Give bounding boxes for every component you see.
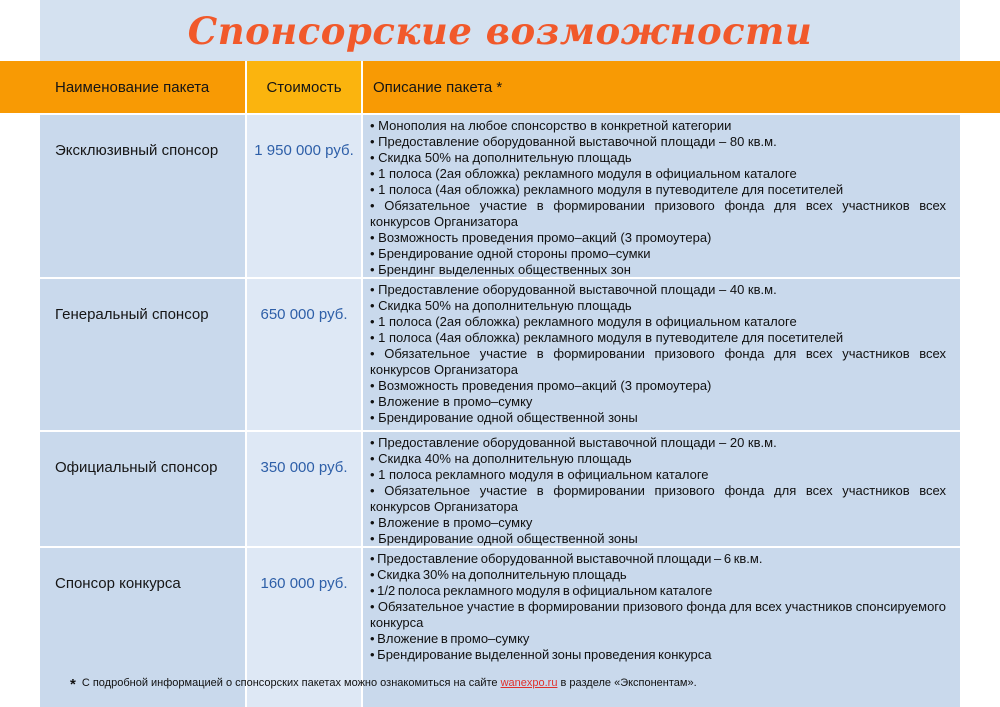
package-price-cell: 650 000 руб. (247, 279, 361, 430)
package-description-cell (363, 115, 960, 277)
package-feature: • Скидка 50% на дополнительную площадь (370, 298, 946, 314)
page-title: Спонсорские возможности (187, 8, 813, 53)
package-feature: • 1 полоса (4ая обложка) рекламного модуля в путеводителе для посетителей (370, 182, 946, 198)
package-feature: • Скидка 30% на дополнительную площадь (370, 567, 946, 583)
package-feature-list (370, 435, 946, 546)
table-rows (40, 113, 960, 707)
package-feature: • Брендирование одной общественной зоны (370, 531, 946, 546)
package-feature: • 1 полоса (4ая обложка) рекламного модуля в путеводителе для посетителей (370, 330, 946, 346)
package-feature: • 1 полоса рекламного модуля в официальном каталоге (370, 467, 946, 483)
table-row (40, 279, 960, 430)
package-feature: • Обязательное участие в формировании призового фонда для всех участников всех конкурсов Организатора (370, 198, 946, 230)
package-name-cell: Официальный спонсор (40, 432, 245, 546)
package-feature-list (370, 118, 946, 277)
package-feature: • Вложение в промо–сумку (370, 631, 946, 647)
package-feature: • Предоставление оборудованной выставочной площади – 20 кв.м. (370, 435, 946, 451)
package-name-cell: Генеральный спонсор (40, 279, 245, 430)
package-price-cell: 1 950 000 руб. (247, 115, 361, 277)
package-feature: • 1/2 полоса рекламного модуля в официальном каталоге (370, 583, 946, 599)
package-feature: • Скидка 40% на дополнительную площадь (370, 451, 946, 467)
column-header-package-name: Наименование пакета (55, 78, 210, 96)
package-feature: • Брендирование одной стороны промо–сумки (370, 246, 946, 262)
title-band (40, 0, 960, 61)
package-feature: • Предоставление оборудованной выставочной площади – 80 кв.м. (370, 134, 946, 150)
package-feature: • Брендинг выделенных общественных зон (370, 262, 946, 277)
package-price-cell: 350 000 руб. (247, 432, 361, 546)
table-body (40, 113, 960, 707)
table-row (40, 432, 960, 546)
package-name-cell: Спонсор конкурса (40, 548, 245, 707)
footnote-asterisk: * (70, 676, 76, 693)
column-header-description: Описание пакета * (373, 78, 503, 96)
package-feature: • 1 полоса (2ая обложка) рекламного модуля в официальном каталоге (370, 166, 946, 182)
package-feature: • Монополия на любое спонсорство в конкретной категории (370, 118, 946, 134)
column-header-price: Стоимость (245, 61, 363, 113)
package-feature: • Обязательное участие в формировании призового фонда для всех участников спонсируемого конкурса (370, 599, 946, 631)
footnote-text-before-link: С подробной информацией о спонсорских пакетах можно ознакомиться на сайте (81, 677, 501, 689)
table-row (40, 115, 960, 277)
package-feature: • Предоставление оборудованной выставочной площади – 40 кв.м. (370, 282, 946, 298)
package-feature: • Обязательное участие в формировании призового фонда для всех участников всех конкурсов Организатора (370, 346, 946, 378)
package-description-cell (363, 432, 960, 546)
package-feature: • Возможность проведения промо–акций (3 промоутера) (370, 378, 946, 394)
package-feature: • Возможность проведения промо–акций (3 промоутера) (370, 230, 946, 246)
package-feature-list (370, 282, 946, 426)
package-feature: • Брендирование выделенной зоны проведения конкурса (370, 647, 946, 663)
package-description-cell (363, 279, 960, 430)
package-feature: • Брендирование одной общественной зоны (370, 410, 946, 426)
package-feature: • Вложение в промо–сумку (370, 394, 946, 410)
package-name-cell: Эксклюзивный спонсор (40, 115, 245, 277)
package-feature-list (370, 551, 946, 663)
package-feature: • Обязательное участие в формировании призового фонда для всех участников всех конкурсов Организатора (370, 483, 946, 515)
footnote-text-after-link: в разделе «Экспонентам». (557, 677, 697, 689)
table-header-row (0, 61, 1000, 113)
footnote (70, 673, 697, 693)
package-feature: • Вложение в промо–сумку (370, 515, 946, 531)
package-feature: • 1 полоса (2ая обложка) рекламного модуля в официальном каталоге (370, 314, 946, 330)
package-feature: • Предоставление оборудованной выставочной площади – 6 кв.м. (370, 551, 946, 567)
package-feature: • Скидка 50% на дополнительную площадь (370, 150, 946, 166)
wanexpo-link[interactable]: wanexpo.ru (500, 677, 558, 689)
package-price-cell: 160 000 руб. (247, 548, 361, 707)
